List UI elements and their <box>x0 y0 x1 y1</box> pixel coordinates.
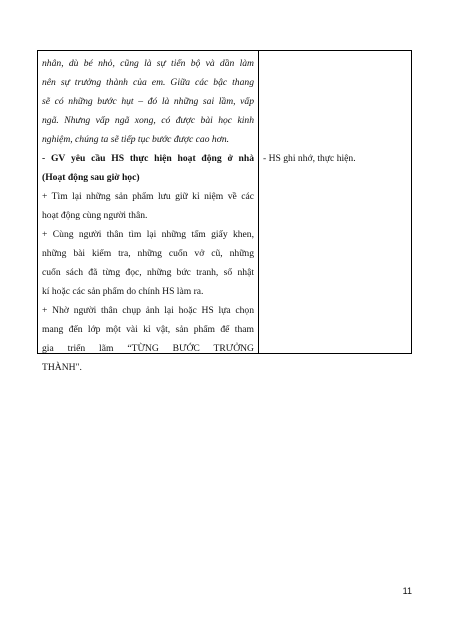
italic-line: nhân, dù bé nhỏ, cũng là sự tiến bộ và dần làm <box>42 58 254 69</box>
italic-line: nên sự trưởng thành của em. Giữa các bậc thang <box>42 77 254 88</box>
bullet-line: + Nhờ người thân chụp ảnh lại hoặc HS lựa chọn <box>42 305 254 316</box>
italic-line: sẽ có những bước hụt – đó là những sai lầm, vấp <box>42 96 254 107</box>
student-response: - HS ghi nhớ, thực hiện. <box>263 153 356 164</box>
page-number: 11 <box>402 586 412 596</box>
bullet-line: cuốn sách đã từng đọc, những bức tranh, sổ nhật <box>42 267 254 278</box>
bullet-line: gia triển lãm “TỪNG BƯỚC TRƯỞNG <box>42 343 254 354</box>
content-table <box>37 50 412 373</box>
bullet-line: hoạt động cùng người thân. <box>42 210 148 221</box>
bullet-line: kí hoặc các sản phẩm do chính HS làm ra. <box>42 286 204 297</box>
student-activity-column <box>259 51 411 353</box>
italic-line: nghiệm, chúng ta sẽ tiếp tục bước được cao hơn. <box>42 134 230 145</box>
bullet-line: + Tìm lại những sản phẩm lưu giữ kỉ niệm về các <box>42 191 254 202</box>
bullet-line: + Cùng người thân tìm lại những tấm giấy khen, <box>42 229 254 240</box>
homework-heading: - GV yêu cầu HS thực hiện hoạt động ở nhà <box>42 153 254 164</box>
bullet-line: mang đến lớp một vài kỉ vật, sản phẩm để tham <box>42 324 254 335</box>
bullet-line: THÀNH". <box>42 362 82 373</box>
teacher-activity-column <box>38 51 259 373</box>
italic-line: ngã. Nhưng vấp ngã xong, có được bài học kinh <box>42 115 254 126</box>
bullet-line: những bài kiểm tra, những cuốn vở cũ, những <box>42 248 254 259</box>
homework-subheading: (Hoạt động sau giờ học) <box>42 172 140 183</box>
